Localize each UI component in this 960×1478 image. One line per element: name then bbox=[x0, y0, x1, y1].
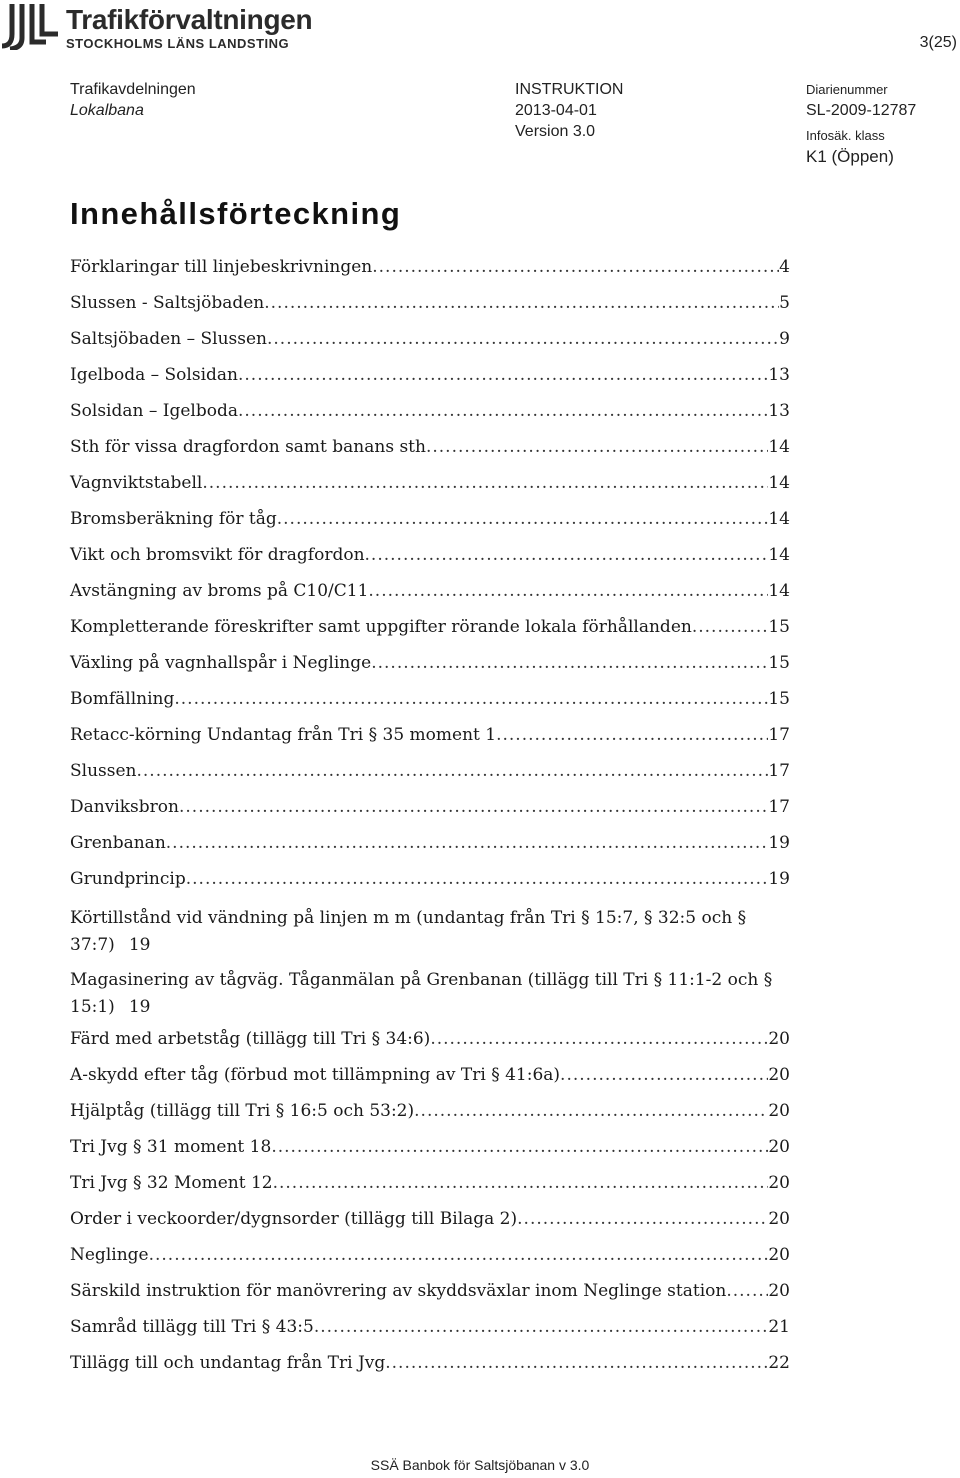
toc-leader-dots bbox=[430, 1029, 768, 1049]
toc-entry-title-line2: 15:1) bbox=[70, 997, 115, 1017]
toc-entry-page: 19 bbox=[768, 869, 790, 889]
toc-entry-title: Saltsjöbaden – Slussen bbox=[70, 329, 267, 349]
toc-entry-page: 19 bbox=[128, 997, 151, 1017]
toc-entry[interactable] bbox=[70, 365, 790, 401]
toc-entry-page: 20 bbox=[768, 1173, 790, 1193]
toc-entry[interactable] bbox=[70, 509, 790, 545]
toc-entry-page: 20 bbox=[768, 1281, 790, 1301]
toc-entry-page: 13 bbox=[768, 401, 790, 421]
toc-entry[interactable] bbox=[70, 967, 790, 1029]
toc-leader-dots bbox=[372, 257, 779, 277]
toc-title: Innehållsförteckning bbox=[70, 196, 402, 231]
toc-entry-page: 21 bbox=[768, 1317, 790, 1337]
toc-entry-page: 20 bbox=[768, 1209, 790, 1229]
toc-entry[interactable] bbox=[70, 617, 790, 653]
toc-leader-dots bbox=[238, 401, 768, 421]
toc-entry-page: 17 bbox=[768, 761, 790, 781]
toc-entry[interactable] bbox=[70, 1029, 790, 1065]
toc-entry-title: Växling på vagnhallspår i Neglinge bbox=[70, 653, 372, 673]
toc-entry[interactable] bbox=[70, 1281, 790, 1317]
toc-entry-page: 22 bbox=[768, 1353, 790, 1373]
toc-entry-page: 19 bbox=[128, 935, 151, 955]
toc-leader-dots bbox=[692, 617, 769, 637]
toc-entry[interactable] bbox=[70, 473, 790, 509]
toc-entry-title: Vagnviktstabell bbox=[70, 473, 203, 493]
organization-subtitle: STOCKHOLMS LÄNS LANDSTING bbox=[66, 36, 290, 51]
toc-entry-page: 20 bbox=[768, 1065, 790, 1085]
toc-entry-title: A-skydd efter tåg (förbud mot tillämpning av Tri § 41:6a) bbox=[70, 1065, 561, 1085]
document-footer: SSÄ Banbok för Saltsjöbanan v 3.0 bbox=[370, 1457, 590, 1473]
toc-entry-page: 20 bbox=[768, 1245, 790, 1265]
toc-entry-page: 15 bbox=[768, 689, 790, 709]
toc-entry[interactable] bbox=[70, 1209, 790, 1245]
organization-logo bbox=[2, 2, 322, 52]
toc-entry-page: 14 bbox=[768, 509, 790, 529]
toc-entry-page: 5 bbox=[779, 293, 790, 313]
toc-entry[interactable] bbox=[70, 257, 790, 293]
toc-entry[interactable] bbox=[70, 869, 790, 905]
toc-entry[interactable] bbox=[70, 329, 790, 365]
toc-entry-page: 9 bbox=[779, 329, 790, 349]
toc-entry[interactable] bbox=[70, 1137, 790, 1173]
classification-value: K1 (Öppen) bbox=[806, 147, 894, 166]
toc-entry-title: Danviksbron bbox=[70, 797, 179, 817]
toc-leader-dots bbox=[385, 1353, 768, 1373]
toc-leader-dots bbox=[368, 581, 768, 601]
toc-leader-dots bbox=[314, 1317, 769, 1337]
unit-name: Lokalbana bbox=[70, 102, 144, 119]
toc-entry[interactable] bbox=[70, 1317, 790, 1353]
toc-entry[interactable] bbox=[70, 833, 790, 869]
toc-entry-title: Igelboda – Solsidan bbox=[70, 365, 238, 385]
toc-entry-title: Tri Jvg § 31 moment 18 bbox=[70, 1137, 272, 1157]
toc-leader-dots bbox=[267, 329, 779, 349]
toc-leader-dots bbox=[186, 869, 769, 889]
toc-leader-dots bbox=[202, 473, 768, 493]
organization-name: Trafikförvaltningen bbox=[66, 4, 313, 35]
toc-leader-dots bbox=[726, 1281, 768, 1301]
toc-entry-title: Bomfällning bbox=[70, 689, 175, 709]
toc-entry-page: 14 bbox=[768, 437, 790, 457]
toc-entry-title-line2: 37:7) bbox=[70, 935, 115, 955]
toc-entry-title: Order i veckoorder/dygnsorder (tillägg till Bilaga 2) bbox=[70, 1209, 518, 1229]
toc-entry-title: Slussen - Saltsjöbaden bbox=[70, 293, 265, 313]
toc-entry-title: Bromsberäkning för tåg bbox=[70, 509, 277, 529]
toc-entry-page: 19 bbox=[768, 833, 790, 853]
toc-entry[interactable] bbox=[70, 725, 790, 761]
toc-entry-title: Tri Jvg § 32 Moment 12 bbox=[70, 1173, 273, 1193]
toc-entry-title: Avstängning av broms på C10/C11 bbox=[70, 581, 369, 601]
toc-leader-dots bbox=[238, 365, 768, 385]
toc-entry-title: Tillägg till och undantag från Tri Jvg bbox=[70, 1353, 386, 1373]
toc-leader-dots bbox=[496, 725, 768, 745]
toc-entry-page: 14 bbox=[768, 545, 790, 565]
toc-leader-dots bbox=[137, 761, 769, 781]
toc-entry[interactable] bbox=[70, 1101, 790, 1137]
toc-entry[interactable] bbox=[70, 1245, 790, 1281]
diary-number: SL-2009-12787 bbox=[806, 102, 917, 119]
toc-entry-page: 15 bbox=[768, 617, 790, 637]
toc-entry[interactable] bbox=[70, 437, 790, 473]
document-date: 2013-04-01 bbox=[515, 102, 597, 119]
toc-entry-title: Hjälptåg (tillägg till Tri § 16:5 och 53:2) bbox=[70, 1101, 415, 1121]
toc-entry-page: 20 bbox=[768, 1101, 790, 1121]
toc-entry-title-line1: Magasinering av tågväg. Tåganmälan på Grenbanan (tillägg till Tri § 11:1-2 och § bbox=[70, 970, 773, 990]
toc-entry[interactable] bbox=[70, 545, 790, 581]
toc-leader-dots bbox=[365, 545, 769, 565]
toc-leader-dots bbox=[277, 509, 769, 529]
toc-entry-title: Slussen bbox=[70, 761, 137, 781]
toc-leader-dots bbox=[426, 437, 768, 457]
toc-entry-title: Särskild instruktion för manövrering av skyddsväxlar inom Neglinge station bbox=[70, 1281, 727, 1301]
toc-entry-page: 17 bbox=[768, 797, 790, 817]
toc-entry-title-line1: Körtillstånd vid vändning på linjen m m (undantag från Tri § 15:7, § 32:5 och § bbox=[70, 908, 747, 928]
toc-leader-dots bbox=[149, 1245, 769, 1265]
toc-leader-dots bbox=[264, 293, 779, 313]
toc-entry-title: Grundprincip bbox=[70, 869, 186, 889]
toc-entry[interactable] bbox=[70, 1353, 790, 1389]
toc-entry-title: Solsidan – Igelboda bbox=[70, 401, 238, 421]
toc-leader-dots bbox=[174, 689, 768, 709]
toc-leader-dots bbox=[166, 833, 769, 853]
toc-leader-dots bbox=[271, 1137, 768, 1157]
toc-entry[interactable] bbox=[70, 401, 790, 437]
toc-entry-page: 17 bbox=[768, 725, 790, 745]
header-document-block bbox=[515, 79, 623, 142]
toc-entry-page: 20 bbox=[768, 1029, 790, 1049]
toc-leader-dots bbox=[414, 1101, 768, 1121]
toc-entry[interactable] bbox=[70, 653, 790, 689]
toc-entry-title: Retacc-körning Undantag från Tri § 35 moment 1 bbox=[70, 725, 497, 745]
toc-leader-dots bbox=[371, 653, 768, 673]
toc-entry-title: Sth för vissa dragfordon samt banans sth bbox=[70, 437, 426, 457]
toc-entry-page: 15 bbox=[768, 653, 790, 673]
document-type: INSTRUKTION bbox=[515, 81, 624, 98]
table-of-contents bbox=[70, 257, 790, 1389]
toc-entry-title: Samråd tillägg till Tri § 43:5 bbox=[70, 1317, 314, 1337]
classification-label: Infosäk. klass bbox=[806, 128, 885, 143]
logo-mark-icon bbox=[2, 2, 62, 50]
toc-entry-title: Färd med arbetståg (tillägg till Tri § 34:6) bbox=[70, 1029, 431, 1049]
toc-entry[interactable] bbox=[70, 293, 790, 329]
toc-entry-title: Grenbanan bbox=[70, 833, 166, 853]
toc-entry-title: Kompletterande föreskrifter samt uppgifter rörande lokala förhållanden bbox=[70, 617, 692, 637]
toc-entry-page: 14 bbox=[768, 581, 790, 601]
document-version: Version 3.0 bbox=[515, 123, 596, 140]
toc-entry-page: 4 bbox=[779, 257, 790, 277]
page-number: 3(25) bbox=[919, 34, 957, 51]
department-name: Trafikavdelningen bbox=[70, 81, 196, 98]
toc-entry[interactable] bbox=[70, 761, 790, 797]
toc-leader-dots bbox=[179, 797, 768, 817]
toc-leader-dots bbox=[273, 1173, 769, 1193]
toc-entry-page: 20 bbox=[768, 1137, 790, 1157]
toc-entry-line2 bbox=[70, 994, 790, 1021]
header-department-block bbox=[70, 79, 196, 121]
toc-entry-line2 bbox=[70, 932, 790, 959]
diary-label: Diarienummer bbox=[806, 82, 888, 97]
toc-entry[interactable] bbox=[70, 1065, 790, 1101]
toc-entry[interactable] bbox=[70, 1173, 790, 1209]
toc-entry-title: Neglinge bbox=[70, 1245, 149, 1265]
toc-entry-page: 13 bbox=[768, 365, 790, 385]
toc-leader-dots bbox=[560, 1065, 768, 1085]
toc-entry[interactable] bbox=[70, 905, 790, 967]
toc-leader-dots bbox=[517, 1209, 768, 1229]
toc-entry[interactable] bbox=[70, 689, 790, 725]
toc-entry[interactable] bbox=[70, 581, 790, 617]
header-classification-block bbox=[806, 79, 916, 167]
toc-entry[interactable] bbox=[70, 797, 790, 833]
toc-entry-title: Vikt och bromsvikt för dragfordon bbox=[70, 545, 365, 565]
toc-entry-title: Förklaringar till linjebeskrivningen bbox=[70, 257, 373, 277]
toc-entry-page: 14 bbox=[768, 473, 790, 493]
